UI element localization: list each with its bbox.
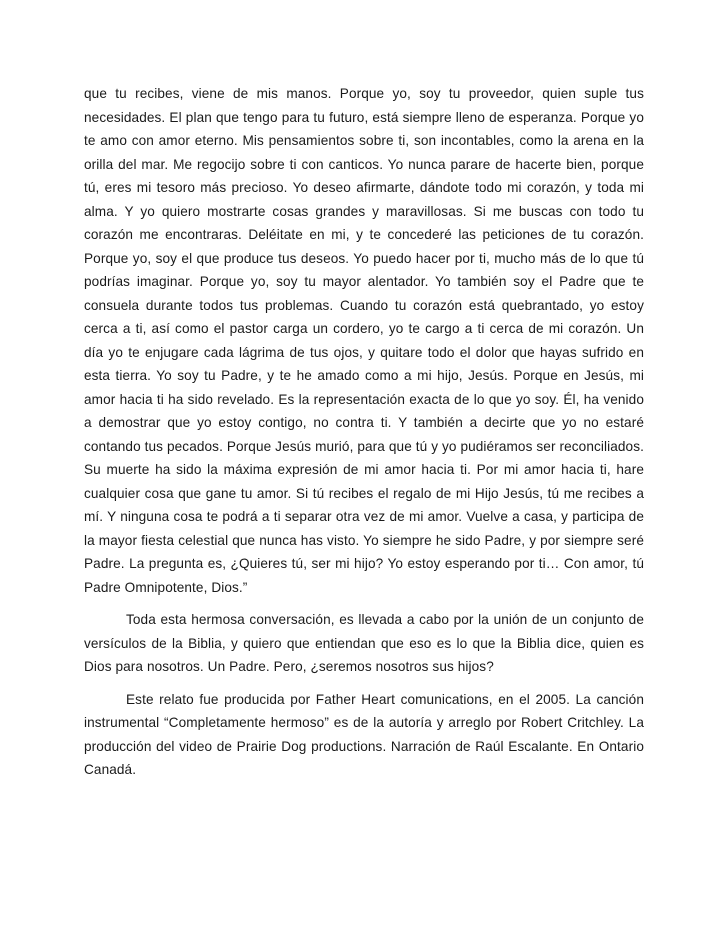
document-page bbox=[84, 82, 644, 782]
paragraph-commentary: Toda esta hermosa conversación, es llevada a cabo por la unión de un conjunto de versículos de la Biblia, y quiero que entiendan que eso es lo que la Biblia dice, quien es Dios para nosotros. Un Padre. Pero, ¿seremos nosotros sus hijos? bbox=[84, 612, 644, 674]
paragraph-letter: que tu recibes, viene de mis manos. Porque yo, soy tu proveedor, quien suple tus necesidades. El plan que tengo para tu futuro, está siempre lleno de esperanza. Porque yo te amo con amor eterno. Mis pensamientos sobre ti, son incontables, como la arena en la orilla del mar. Me regocijo sobre ti con canticos. Yo nunca parare de hacerte bien, porque tú, eres mi tesoro más precioso. Yo deseo afirmarte, dándote todo mi corazón, y toda mi alma. Y yo quiero mostrarte cosas grandes y maravillosas. Si me buscas con todo tu corazón me encontraras. Deléitate en mi, y te concederé las peticiones de tu corazón. Porque yo, soy el que produce tus deseos. Yo puedo hacer por ti, mucho más de lo que tú podrías imaginar. Porque yo, soy tu mayor alentador. Yo también soy el Padre que te consuela durante todos tus problemas. Cuando tu corazón está quebrantado, yo estoy cerca a ti, así como el pastor carga un cordero, yo te cargo a ti cerca de mi corazón. Un día yo te enjugare cada lágrima de tus ojos, y quitare todo el dolor que hayas sufrido en esta tierra. Yo soy tu Padre, y te he amado como a mi hijo, Jesús. Porque en Jesús, mi amor hacia ti ha sido revelado. Es la representación exacta de lo que yo soy. Él, ha venido a demostrar que yo estoy contigo, no contra ti. Y también a decirte que yo no estaré contando tus pecados. Porque Jesús murió, para que tú y yo pudiéramos ser reconciliados. Su muerte ha sido la máxima expresión de mi amor hacia ti. Por mi amor hacia ti, hare cualquier cosa que gane tu amor. Si tú recibes el regalo de mi Hijo Jesús, tú me recibes a mí. Y ninguna cosa te podrá a ti separar otra vez de mi amor. Vuelve a casa, y participa de la mayor fiesta celestial que nunca has visto. Yo siempre he sido Padre, y por siempre seré Padre. La pregunta es, ¿Quieres tú, ser mi hijo? Yo estoy esperando por ti… Con amor, tú Padre Omnipotente, Dios.” bbox=[84, 86, 644, 595]
paragraph-credits: Este relato fue producida por Father Heart comunications, en el 2005. La canción instrumental “Completamente hermoso” es de la autoría y arreglo por Robert Critchley. La producción del video de Prairie Dog productions. Narración de Raúl Escalante. En Ontario Canadá. bbox=[84, 691, 644, 777]
